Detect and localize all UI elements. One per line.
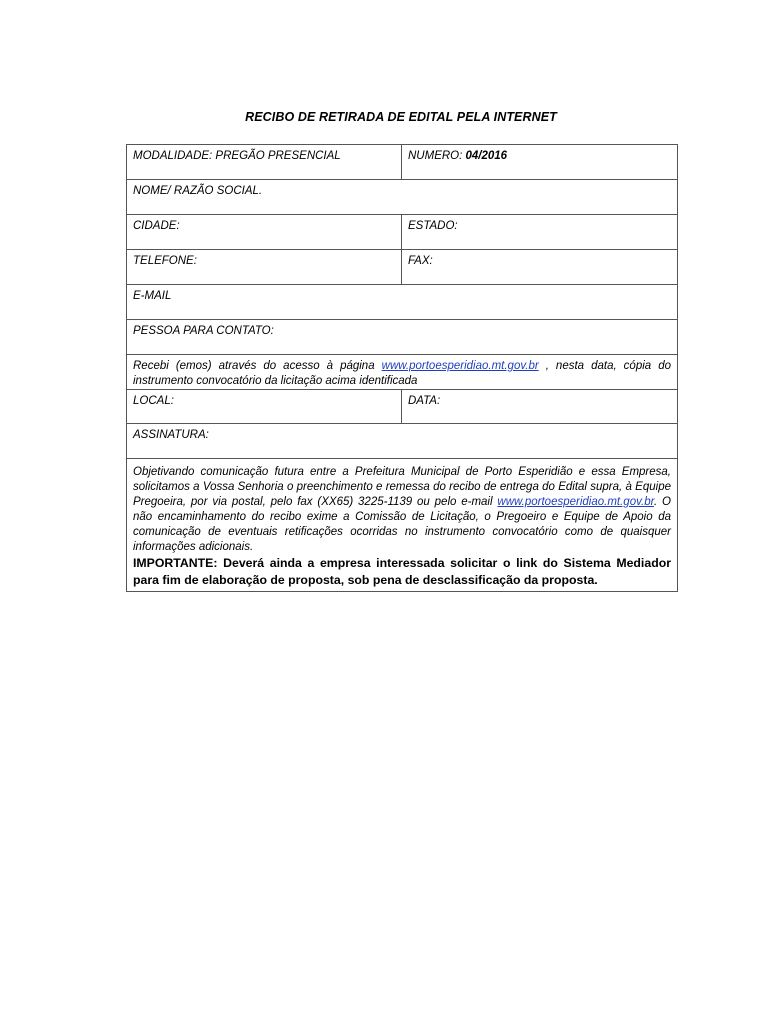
- estado-label: ESTADO:: [408, 220, 458, 232]
- row-nome: [127, 180, 678, 215]
- row-email: [127, 285, 678, 320]
- row-modalidade: [127, 145, 678, 180]
- telefone-label: TELEFONE:: [133, 255, 197, 267]
- document-title: RECIBO DE RETIRADA DE EDITAL PELA INTERNET: [245, 110, 557, 124]
- cidade-label: CIDADE:: [133, 220, 180, 232]
- row-recebi: [127, 355, 678, 390]
- row-objetivando: [127, 459, 678, 592]
- estado-field[interactable]: [402, 215, 678, 250]
- row-local-data: [127, 390, 678, 424]
- receipt-form-table: [126, 144, 678, 592]
- fax-field[interactable]: [402, 250, 678, 285]
- modalidade-cell: [127, 145, 402, 180]
- data-field[interactable]: [402, 390, 678, 424]
- recebi-paragraph: [127, 355, 678, 390]
- assinatura-label: ASSINATURA:: [133, 429, 209, 441]
- row-cidade-estado: [127, 215, 678, 250]
- local-label: LOCAL:: [133, 395, 174, 407]
- objetivando-text-before: Objetivando comunicação futura entre a Prefeitura Municipal de Porto Esperidião e essa Empresa, solicitamos a Vossa Senhoria o preenchimento e remessa do recibo de entrega do Edital supra, à Equipe Pregoeira, por via postal, pelo fax (XX65) 3225-1139 ou pelo e-mail: [133, 466, 671, 508]
- recebi-website-link[interactable]: www.portoesperidiao.mt.gov.br: [381, 360, 539, 372]
- recebi-text-before: Recebi (emos) através do acesso à página: [133, 360, 382, 372]
- numero-cell: [402, 145, 678, 180]
- row-assinatura: [127, 424, 678, 459]
- fax-label: FAX:: [408, 255, 433, 267]
- row-contato: [127, 320, 678, 355]
- email-label: E-MAIL: [133, 290, 172, 302]
- telefone-field[interactable]: [127, 250, 402, 285]
- data-label: DATA:: [408, 395, 441, 407]
- recebi-text-after: , nesta data, cópia do instrumento convocatório da licitação acima identificada: [133, 360, 671, 387]
- contato-field[interactable]: [127, 320, 678, 355]
- email-field[interactable]: [127, 285, 678, 320]
- objetivando-website-link[interactable]: www.portoesperidiao.mt.gov.br: [497, 496, 654, 508]
- row-telefone-fax: [127, 250, 678, 285]
- modalidade-label: MODALIDADE: PREGÃO PRESENCIAL: [133, 150, 341, 162]
- numero-value: 04/2016: [465, 150, 508, 162]
- assinatura-field[interactable]: [127, 424, 678, 459]
- objetivando-paragraph: [127, 459, 678, 592]
- contato-label: PESSOA PARA CONTATO:: [133, 325, 274, 337]
- nome-label: NOME/ RAZÃO SOCIAL.: [133, 185, 263, 197]
- local-field[interactable]: [127, 390, 402, 424]
- nome-field[interactable]: [127, 180, 678, 215]
- cidade-field[interactable]: [127, 215, 402, 250]
- numero-label: NUMERO:: [408, 150, 466, 162]
- objetivando-text-after: . O não encaminhamento do recibo exime a Comissão de Licitação, o Pregoeiro e Equipe de Apoio da comunicação de eventuais retificações ocorridas no instrumento convocatório como de quaisquer informações adicionais.: [133, 496, 671, 553]
- importante-notice: IMPORTANTE: Deverá ainda a empresa interessada solicitar o link do Sistema Mediador para fim de elaboração de proposta, sob pena de desclassificação da proposta.: [133, 556, 671, 587]
